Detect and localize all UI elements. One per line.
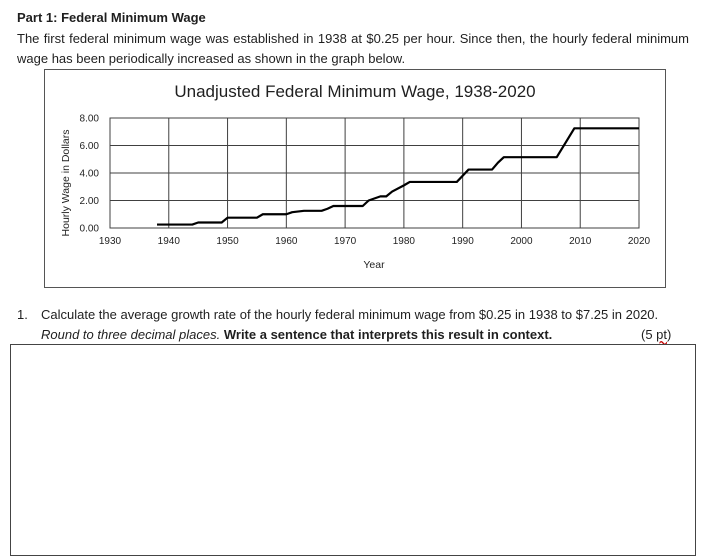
y-axis-label: Hourly Wage in Dollars [60,129,72,237]
interpretation-instruction: Write a sentence that interprets this result in context. [223,327,553,342]
x-tick-label: 1960 [275,236,298,247]
chart-container [44,69,666,288]
x-tick-label: 1930 [98,236,122,247]
points-unit: pt [656,327,668,342]
x-tick-label: 2020 [627,236,651,247]
y-tick-label: 8.00 [79,113,99,125]
x-tick-label: 1980 [392,236,416,247]
chart-ticks [80,114,651,248]
chart-title: Unadjusted Federal Minimum Wage, 1938-2020 [174,82,536,101]
wage-series-line [157,128,639,224]
rounding-instruction: Round to three decimal places. [41,327,221,342]
chart-plot-area [157,128,639,224]
question-text: Calculate the average growth rate of the hourly federal minimum wage from $0.25 in 1938 to $7.25 in 2020. [41,307,659,322]
x-tick-label: 1950 [216,236,239,247]
y-tick-label: 6.00 [79,141,99,152]
points-prefix: (5 [641,327,657,342]
x-tick-label: 1970 [333,236,357,247]
y-tick-label: 4.00 [79,168,99,180]
question-instructions [41,327,552,342]
x-tick-label: 1990 [451,236,474,247]
y-tick-label: 2.00 [79,196,99,207]
part-title: Part 1: Federal Minimum Wage [17,10,206,25]
y-tick-label: 0.00 [79,223,99,235]
point-value [641,327,671,342]
x-tick-label: 2010 [569,236,592,247]
question-number: 1. [17,307,28,322]
x-tick-label: 2000 [510,236,533,247]
x-tick-label: 1940 [157,236,180,247]
answer-box[interactable] [10,344,696,556]
minimum-wage-chart [45,70,665,287]
x-axis-label: Year [363,259,385,271]
intro-paragraph: The first federal minimum wage was established in 1938 at $0.25 per hour. Since then, the hourly federal minimum wage has been periodically increased as shown in the graph below. [17,31,689,66]
chart-grid [110,118,639,228]
points-suffix: ) [667,327,672,342]
